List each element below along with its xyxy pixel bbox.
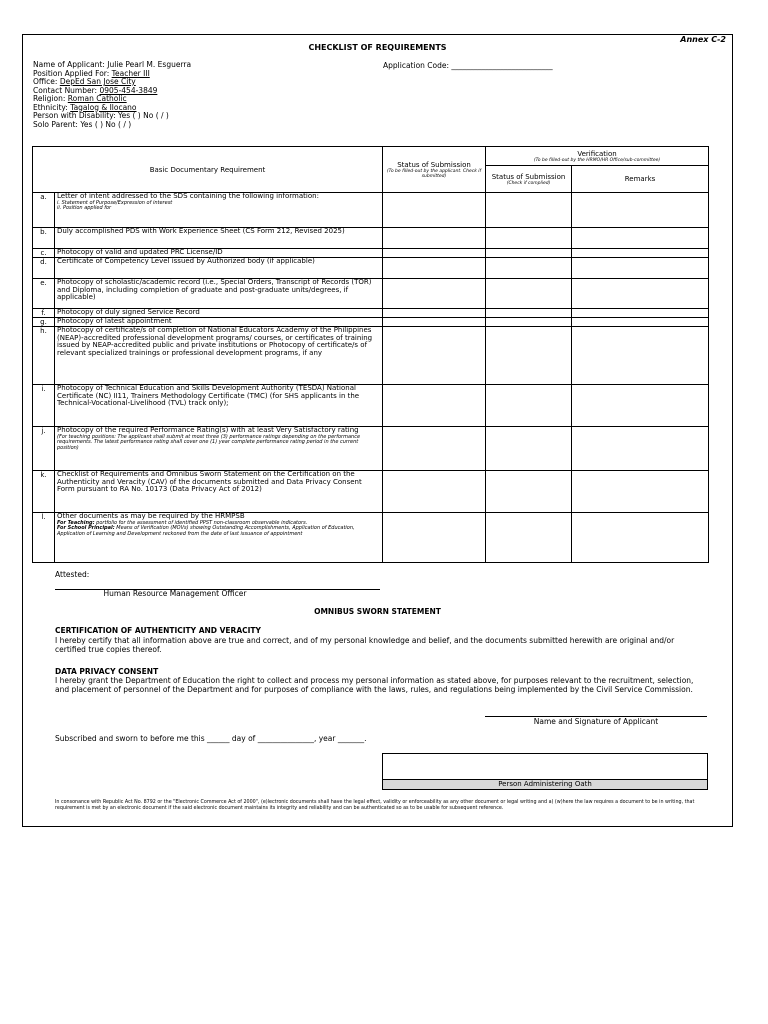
name-value: Julie Pearl M. Esguerra xyxy=(107,60,192,69)
row-description xyxy=(55,427,383,471)
header-status-verif-label: Status of Submission xyxy=(491,172,566,181)
table-row xyxy=(33,427,709,471)
status-cell[interactable] xyxy=(383,193,486,228)
header-status-verif-note: (Check if complied) xyxy=(506,180,551,186)
row-text: Photocopy of valid and updated PRC License/ID xyxy=(55,249,383,258)
row-letter: i. xyxy=(33,385,55,427)
header-status-note: (To be filled-out by the applicant. Check if submitted) xyxy=(386,168,482,179)
pwd-row: Person with Disability: Yes ( ) No ( / ) xyxy=(33,111,169,120)
table-row xyxy=(33,385,709,427)
verif-status-cell[interactable] xyxy=(486,193,572,228)
row-letter: g. xyxy=(33,318,55,327)
remarks-cell[interactable] xyxy=(572,471,709,513)
row-letter: l. xyxy=(33,513,55,563)
verif-status-cell[interactable] xyxy=(486,513,572,563)
verif-status-cell[interactable] xyxy=(486,309,572,318)
status-cell[interactable] xyxy=(383,385,486,427)
remarks-cell[interactable] xyxy=(572,309,709,318)
verif-status-cell[interactable] xyxy=(486,228,572,249)
note-principal-label: For School Principal: xyxy=(57,525,115,532)
remarks-cell[interactable] xyxy=(572,318,709,327)
status-cell[interactable] xyxy=(383,258,486,279)
verif-status-cell[interactable] xyxy=(486,258,572,279)
table-row xyxy=(33,228,709,249)
contact-value: 0905-454-3849 xyxy=(99,85,158,95)
table-row xyxy=(33,327,709,385)
row-text: Checklist of Requirements and Omnibus Sworn Statement on the Certification on the Authenticity and Veracity (CAV) of the documents submitted and Data Privacy Consent Form pursuant to RA No. 10173 (Data Privacy Act of 2012) xyxy=(55,471,383,513)
row-text: Photocopy of certificate/s of completion of National Educators Academy of the Philippines (NEAP)-accredited professional development programs/ courses, or certificates of training issued by NEAP-accredited public and private institutions or Photocopy of certificate/s of relevant specialized trainings or professional development programs, if any xyxy=(55,327,383,385)
row-letter: c. xyxy=(33,249,55,258)
row-letter: k. xyxy=(33,471,55,513)
page-title: CHECKLIST OF REQUIREMENTS xyxy=(308,43,447,52)
verif-status-cell[interactable] xyxy=(486,249,572,258)
row-text: Certificate of Competency Level issued by Authorized body (if applicable) xyxy=(55,258,383,279)
oath-box[interactable] xyxy=(382,753,708,790)
row-note: (For teaching positions: The applicant shall submit at most three (3) performance ratings depending on the performance requirements. The latest performance rating shall cover one (1) year complete performance rating period in the current position) xyxy=(57,433,361,451)
table-row xyxy=(33,279,709,309)
table-row xyxy=(33,513,709,563)
row-letter: b. xyxy=(33,228,55,249)
status-cell[interactable] xyxy=(383,427,486,471)
application-code: Application Code: ___________________________ xyxy=(383,61,553,70)
dpc-text: I hereby grant the Department of Education the right to collect and process my personal information as stated above, for purposes relevant to the recruitment, selection, and placement of personnel of the Department and for purposes of compliance with the laws, rules, and regulations being implemented by the Civil Service Commission. xyxy=(55,676,694,694)
verif-status-cell[interactable] xyxy=(486,385,572,427)
omnibus-title: OMNIBUS SWORN STATEMENT xyxy=(314,607,441,616)
status-cell[interactable] xyxy=(383,228,486,249)
cav-text: I hereby certify that all information above are true and correct, and of my personal knowledge and belief, and the documents submitted herewith are original and/or certified true copies thereof. xyxy=(55,636,675,654)
header-verification-label: Verification xyxy=(577,149,617,158)
hrmo-label: Human Resource Management Officer xyxy=(103,589,247,598)
row-text: Photocopy of the required Performance Rating(s) with at least Very Satisfactory rating xyxy=(57,426,359,434)
remarks-cell[interactable] xyxy=(572,385,709,427)
note-principal-text: Means of Verification (MOVs) showing Outstanding Accomplishments, Application of Education, Application of Learning and Development reckoned from the date of last issuance of appointment xyxy=(57,525,355,537)
header-requirement: Basic Documentary Requirement xyxy=(33,147,383,193)
verif-status-cell[interactable] xyxy=(486,427,572,471)
verif-status-cell[interactable] xyxy=(486,318,572,327)
row-letter: h. xyxy=(33,327,55,385)
remarks-cell[interactable] xyxy=(572,279,709,309)
row-letter: e. xyxy=(33,279,55,309)
verif-status-cell[interactable] xyxy=(486,279,572,309)
remarks-cell[interactable] xyxy=(572,513,709,563)
row-letter: j. xyxy=(33,427,55,471)
office-value: DepEd San Jose City xyxy=(59,77,136,86)
row-note: i. Statement of Purpose/Expression of interest ii. Position applied for xyxy=(57,199,173,212)
row-text: Letter of intent addressed to the SDS containing the following information: xyxy=(57,192,319,200)
row-text: Photocopy of Technical Education and Skills Development Authority (TESDA) National Certificate (NC) II11, Trainers Methodology Certificate (TMC) (for SHS applicants in the Technical-Vocational-Livelihood (TVL) track only); xyxy=(55,385,383,427)
row-text: Photocopy of latest appointment xyxy=(55,318,383,327)
row-letter: f. xyxy=(33,309,55,318)
remarks-cell[interactable] xyxy=(572,258,709,279)
table-row xyxy=(33,258,709,279)
contact-label: Contact Number: xyxy=(33,85,100,95)
row-text: Photocopy of duly signed Service Record xyxy=(55,309,383,318)
header-status-label: Status of Submission xyxy=(397,160,471,169)
cav-title: CERTIFICATION OF AUTHENTICITY AND VERACITY xyxy=(55,626,261,635)
header-verification xyxy=(486,147,709,166)
position-label: Position Applied For: xyxy=(33,68,112,78)
verif-status-cell[interactable] xyxy=(486,471,572,513)
status-cell[interactable] xyxy=(383,513,486,563)
name-label: Name of Applicant: xyxy=(33,60,108,69)
verif-status-cell[interactable] xyxy=(486,327,572,385)
table-row xyxy=(33,193,709,228)
header-status xyxy=(383,147,486,193)
ethnicity-label: Ethnicity: xyxy=(33,102,71,112)
remarks-cell[interactable] xyxy=(572,327,709,385)
status-cell[interactable] xyxy=(383,249,486,258)
status-cell[interactable] xyxy=(383,471,486,513)
applicant-signature-label: Name and Signature of Applicant xyxy=(533,717,659,726)
remarks-cell[interactable] xyxy=(572,427,709,471)
ethnicity-value: Tagalog & Ilocano xyxy=(70,102,137,112)
note-teaching-label: For Teaching: xyxy=(57,519,95,526)
solo-parent-row: Solo Parent: Yes ( ) No ( / ) xyxy=(33,119,132,129)
row-text: Photocopy of scholastic/academic record (i.e., Special Orders, Transcript of Records (TOR) and Diploma, including completion of graduate and post-graduate units/degrees, if applicable) xyxy=(55,279,383,309)
requirements-table xyxy=(32,146,709,563)
row-description xyxy=(55,513,383,563)
row-text: Duly accomplished PDS with Work Experience Sheet (CS Form 212, Revised 2025) xyxy=(55,228,383,249)
sworn-statement: Subscribed and sworn to before me this ______ day of _______________, year _______. xyxy=(55,734,367,743)
status-cell[interactable] xyxy=(383,327,486,385)
religion-label: Religion: xyxy=(33,94,68,103)
annex-label: Annex C-2 xyxy=(680,35,726,44)
position-value: Teacher III xyxy=(111,68,150,78)
applicant-info xyxy=(33,61,191,129)
status-cell[interactable] xyxy=(383,309,486,318)
header-verification-note: (To be filled-out by the HRMO/HR Office/sub-committee) xyxy=(533,157,661,163)
dpc-title: DATA PRIVACY CONSENT xyxy=(55,667,159,676)
remarks-cell[interactable] xyxy=(572,228,709,249)
table-row xyxy=(33,471,709,513)
document-page xyxy=(22,34,733,827)
row-text: Other documents as may be required by the HRMPSB xyxy=(57,512,245,520)
attested-label: Attested: xyxy=(55,570,90,579)
row-letter: a. xyxy=(33,193,55,228)
row-description xyxy=(55,193,383,228)
footnote: In consonance with Republic Act No. 8792 or the "Electronic Commerce Act of 2000", (e)lectronic documents shall have the legal effect, validity or enforceability as any other document or legal writing and a) (w)here the law requires a document to be in writing, that requirement is met by an electronic document if the said electronic document maintains its integrity and reliability and can be authenticated so as to be usable for subsequent reference. xyxy=(55,800,695,811)
remarks-cell[interactable] xyxy=(572,193,709,228)
row-note-principal xyxy=(57,526,380,537)
remarks-cell[interactable] xyxy=(572,249,709,258)
note-teaching-text: portfolio for the assessment of identified PPST non-classroom observable indicators. xyxy=(94,519,308,526)
header-remarks: Remarks xyxy=(572,166,709,193)
status-cell[interactable] xyxy=(383,279,486,309)
status-cell[interactable] xyxy=(383,318,486,327)
office-label: Office: xyxy=(33,77,60,86)
row-letter: d. xyxy=(33,258,55,279)
header-status-verif xyxy=(486,166,572,193)
oath-label: Person Administering Oath xyxy=(383,779,707,789)
religion-value: Roman Catholic xyxy=(67,94,127,103)
